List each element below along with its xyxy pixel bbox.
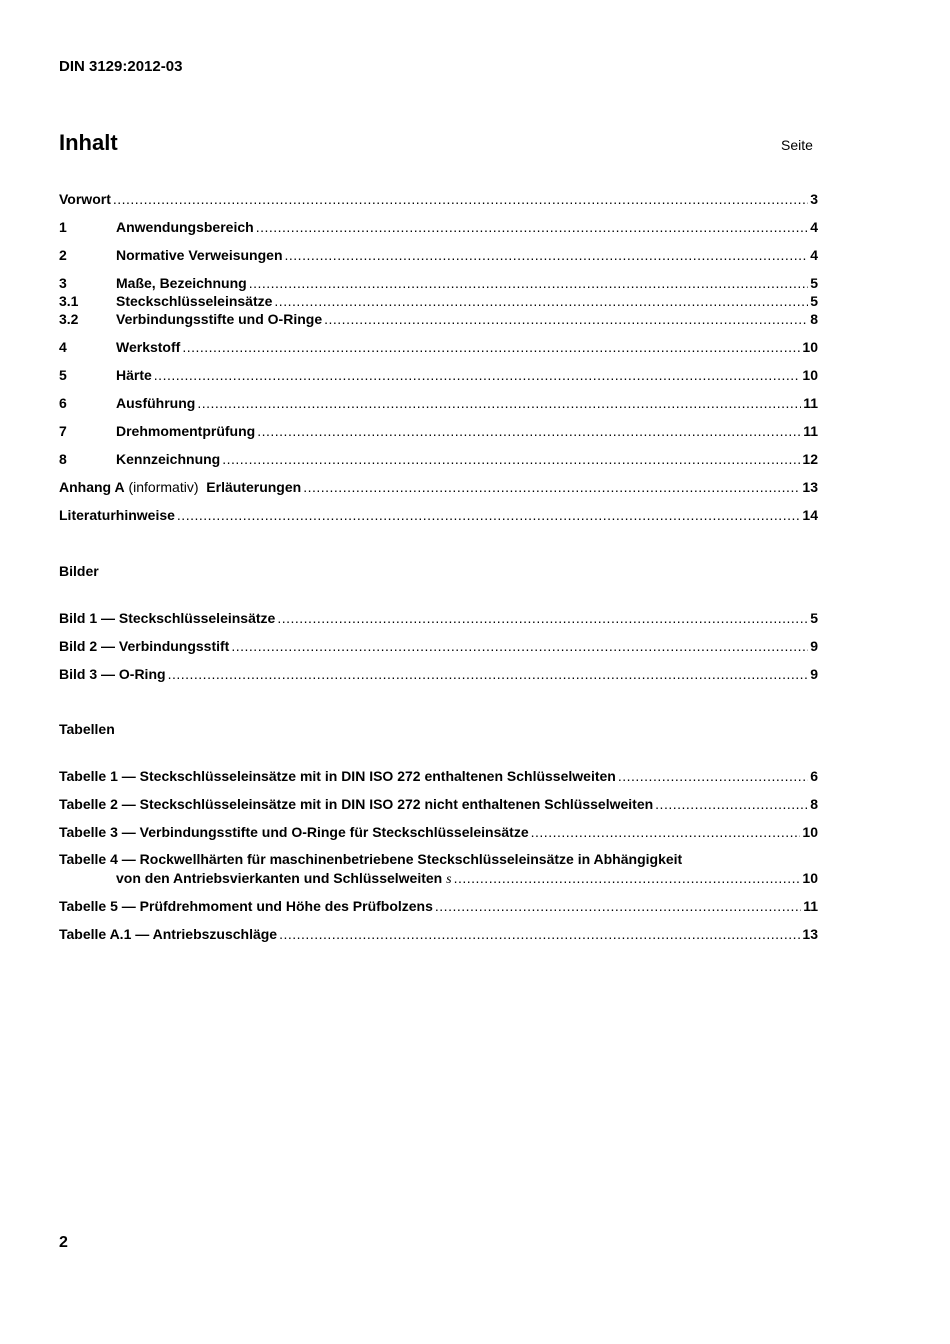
toc-entry-4[interactable]: [59, 338, 818, 356]
figure-entry-page: 5: [810, 610, 818, 626]
table-entry-4-line1[interactable]: Tabelle 4 — Rockwellhärten für maschinenbetriebene Steckschlüsseleinsätze in Abhängigkeit: [59, 851, 683, 867]
toc-entry-title: Werkstoff: [116, 339, 181, 355]
toc-entry-annex-a[interactable]: [59, 478, 818, 496]
toc-entry-page: 13: [802, 479, 818, 495]
table-entry-page: 13: [802, 926, 818, 942]
leader-dots: [655, 795, 808, 813]
leader-dots: [222, 450, 800, 468]
leader-dots: [531, 823, 801, 841]
toc-entry-title: Maße, Bezeichnung: [116, 275, 247, 291]
table-entry-3[interactable]: [59, 823, 818, 841]
document-header-id: DIN 3129:2012-03: [59, 58, 183, 75]
leader-dots: [285, 246, 809, 264]
annex-title: Erläuterungen: [206, 479, 302, 495]
leader-dots: [618, 767, 808, 785]
leader-dots: [154, 366, 801, 384]
toc-entry-number: 4: [59, 339, 67, 355]
table-entry-page: 10: [802, 870, 818, 886]
toc-entry-title: Kennzeichnung: [116, 451, 221, 467]
table-entry-2[interactable]: [59, 795, 818, 813]
toc-entry-number: 7: [59, 423, 67, 439]
toc-entry-3[interactable]: [59, 274, 818, 292]
toc-entry-page: 10: [802, 367, 818, 383]
toc-entry-page: 5: [810, 293, 818, 309]
table-entry-title: Tabelle 2 — Steckschlüsseleinsätze mit in DIN ISO 272 nicht enthaltenen Schlüsselweiten: [59, 796, 654, 812]
toc-entry-title: Normative Verweisungen: [116, 247, 283, 263]
table-entry-title: Tabelle 1 — Steckschlüsseleinsätze mit in DIN ISO 272 enthaltenen Schlüsselweiten: [59, 768, 616, 784]
toc-entry-page: 3: [810, 191, 818, 207]
toc-entry-8[interactable]: [59, 450, 818, 468]
toc-entry-vorwort[interactable]: [59, 190, 818, 208]
leader-dots: [257, 422, 801, 440]
table-entry-title-line2: von den Antriebsvierkanten und Schlüsselweiten: [116, 870, 443, 886]
toc-entry-3-1[interactable]: [59, 292, 818, 310]
toc-entry-page: 4: [810, 219, 818, 235]
leader-dots: [435, 897, 801, 915]
annex-qualifier: (informativ): [128, 479, 199, 495]
leader-dots: [256, 218, 809, 236]
leader-dots: [454, 869, 801, 887]
toc-entry-7[interactable]: [59, 422, 818, 440]
leader-dots: [279, 925, 800, 943]
toc-entry-bibliography[interactable]: [59, 506, 818, 524]
table-entry-page: 11: [803, 898, 818, 914]
figure-entry-title: Bild 1 — Steckschlüsseleinsätze: [59, 610, 276, 626]
leader-dots: [274, 292, 808, 310]
toc-entry-title: Steckschlüsseleinsätze: [116, 293, 273, 309]
figure-entry-page: 9: [810, 666, 818, 682]
toc-entry-5[interactable]: [59, 366, 818, 384]
toc-entry-number: 3.1: [59, 293, 79, 309]
leader-dots: [197, 394, 801, 412]
figure-entry-3[interactable]: [59, 665, 818, 683]
leader-dots: [182, 338, 800, 356]
toc-entry-number: 8: [59, 451, 67, 467]
table-entry-a1[interactable]: [59, 925, 818, 943]
table-entry-1[interactable]: [59, 767, 818, 785]
toc-entry-1[interactable]: [59, 218, 818, 236]
toc-entry-number: 1: [59, 219, 67, 235]
toc-entry-number: 3.2: [59, 311, 79, 327]
annex-label: Anhang A: [59, 479, 125, 495]
table-entry-title: Tabelle 5 — Prüfdrehmoment und Höhe des Prüfbolzens: [59, 898, 433, 914]
toc-entry-page: 11: [803, 395, 818, 411]
page-number: 2: [59, 1234, 68, 1251]
toc-entry-page: 4: [810, 247, 818, 263]
table-entry-4[interactable]: [59, 869, 818, 889]
figure-entry-1[interactable]: [59, 609, 818, 627]
toc-entry-page: 8: [810, 311, 818, 327]
table-entry-title: Tabelle 3 — Verbindungsstifte und O-Ringe für Steckschlüsseleinsätze: [59, 824, 529, 840]
toc-entry-number: 5: [59, 367, 67, 383]
toc-entry-title: Literaturhinweise: [59, 507, 175, 523]
toc-entry-2[interactable]: [59, 246, 818, 264]
leader-dots: [177, 506, 801, 524]
leader-dots: [324, 310, 808, 328]
toc-entry-title: Härte: [116, 367, 152, 383]
toc-entry-page: 10: [802, 339, 818, 355]
toc-entry-page: 5: [810, 275, 818, 291]
toc-entry-title: Verbindungsstifte und O-Ringe: [116, 311, 323, 327]
figure-entry-title: Bild 3 — O-Ring: [59, 666, 166, 682]
toc-entry-page: 11: [803, 423, 818, 439]
leader-dots: [277, 609, 808, 627]
leader-dots: [231, 637, 808, 655]
toc-entry-title: Ausführung: [116, 395, 196, 411]
toc-entry-number: 6: [59, 395, 67, 411]
toc-entry-number: 3: [59, 275, 67, 291]
symbol-s: s: [446, 872, 452, 887]
page-column-label: Seite: [781, 137, 813, 153]
tables-heading: Tabellen: [59, 721, 115, 737]
toc-title: Inhalt: [59, 130, 118, 155]
leader-dots: [113, 190, 808, 208]
leader-dots: [249, 274, 809, 292]
figures-heading: Bilder: [59, 563, 99, 579]
toc-entry-3-2[interactable]: [59, 310, 818, 328]
figure-entry-2[interactable]: [59, 637, 818, 655]
toc-entry-title: Vorwort: [59, 191, 111, 207]
toc-entry-title: Drehmomentprüfung: [116, 423, 256, 439]
table-entry-page: 6: [810, 768, 818, 784]
toc-entry-page: 12: [802, 451, 818, 467]
toc-entry-title: Anwendungsbereich: [116, 219, 254, 235]
table-entry-page: 10: [802, 824, 818, 840]
figure-entry-page: 9: [810, 638, 818, 654]
toc-entry-number: 2: [59, 247, 67, 263]
figure-entry-title: Bild 2 — Verbindungsstift: [59, 638, 230, 654]
table-entry-page: 8: [810, 796, 818, 812]
table-entry-title: Tabelle A.1 — Antriebszuschläge: [59, 926, 278, 942]
toc-entry-6[interactable]: [59, 394, 818, 412]
toc-entry-page: 14: [802, 507, 818, 523]
table-entry-5[interactable]: [59, 897, 818, 915]
leader-dots: [303, 478, 800, 496]
leader-dots: [168, 665, 809, 683]
